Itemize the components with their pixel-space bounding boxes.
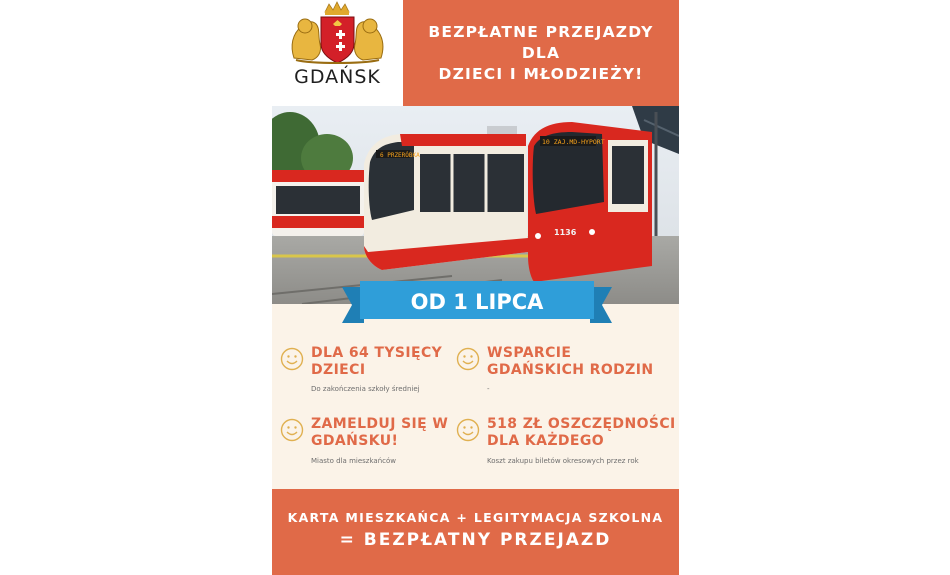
tram-left-destination: 6 PRZERÓBKA bbox=[380, 152, 420, 159]
feature-subtitle: Koszt zakupu biletów okresowych przez rok bbox=[487, 457, 639, 465]
footer-line-1: KARTA MIESZKAŃCA + LEGITYMACJA SZKOLNA bbox=[287, 510, 664, 525]
feature-subtitle: Do zakończenia szkoły średniej bbox=[311, 385, 420, 393]
feature-title: ZAMELDUJ SIĘ W GDAŃSKU! bbox=[311, 416, 449, 449]
logo-city-name: GDAŃSK bbox=[294, 66, 381, 88]
feature-title: WSPARCIE GDAŃSKICH RODZIN bbox=[487, 345, 654, 378]
tram-right-destination: 10 ZAJ.MD-HYPORT bbox=[542, 138, 605, 146]
header-banner bbox=[403, 0, 679, 106]
feature-title: DLA 64 TYSIĘCY DZIECI bbox=[311, 345, 443, 378]
smiley-icon bbox=[280, 418, 304, 442]
footer-line-2: = BEZPŁATNY PRZEJAZD bbox=[339, 530, 612, 550]
footer-banner bbox=[272, 489, 679, 575]
logo bbox=[272, 0, 403, 106]
poster bbox=[272, 0, 679, 575]
gdansk-coat-of-arms-icon bbox=[272, 0, 403, 66]
header-line-1: BEZPŁATNE PRZEJAZDY bbox=[428, 22, 654, 41]
smiley-icon bbox=[456, 418, 480, 442]
feature-subtitle: Miasto dla mieszkańców bbox=[311, 457, 396, 465]
header-line-3: DZIECI I MŁODZIEŻY! bbox=[438, 64, 644, 83]
ribbon-text: OD 1 LIPCA bbox=[410, 290, 544, 314]
smiley-icon bbox=[280, 347, 304, 371]
date-ribbon bbox=[374, 281, 580, 323]
smiley-icon bbox=[456, 347, 480, 371]
header-line-2: DLA bbox=[521, 43, 561, 62]
feature-subtitle: - bbox=[487, 385, 490, 393]
tram-right-number: 1136 bbox=[554, 228, 577, 237]
tram-photo bbox=[272, 106, 679, 304]
feature-title: 518 ZŁ OSZCZĘDNOŚCI DLA KAŻDEGO bbox=[487, 416, 676, 449]
